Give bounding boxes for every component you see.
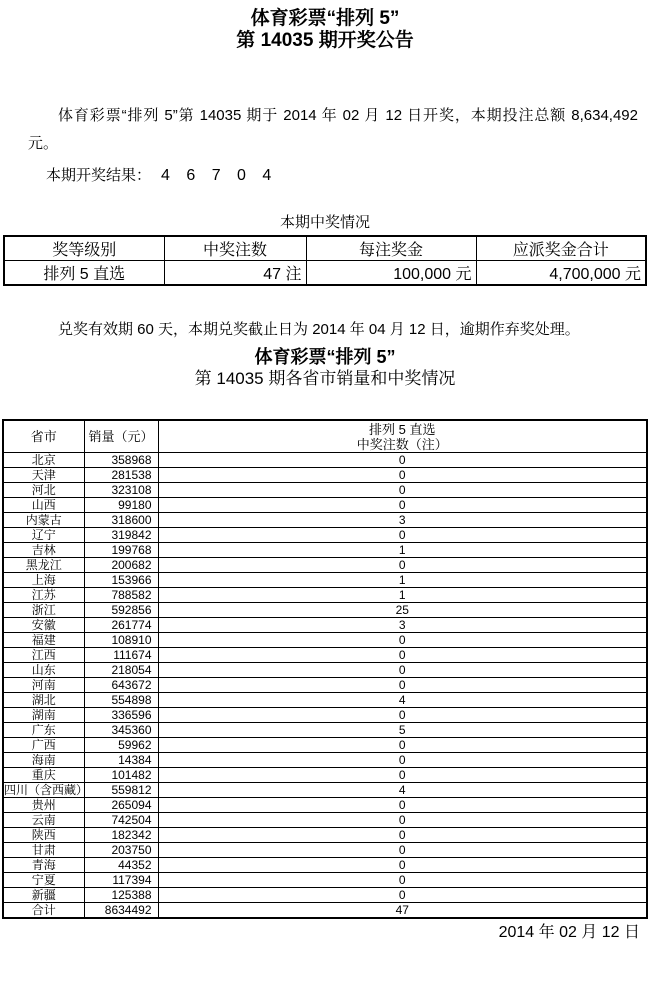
page-title-line1: 体育彩票“排列 5”: [250, 8, 400, 29]
province-row: [3, 708, 647, 723]
province-row: [3, 678, 647, 693]
province-name-cell: 云南: [3, 813, 84, 828]
win-count-cell: 0: [158, 873, 647, 888]
draw-result-line: [46, 164, 638, 188]
win-count-cell: 0: [158, 558, 647, 573]
province-name-cell: 河北: [3, 483, 84, 498]
section2-title-line2: 第 14035 期各省市销量和中奖情况: [194, 369, 456, 388]
province-row: [3, 558, 647, 573]
province-name-cell: 内蒙古: [3, 513, 84, 528]
province-name-cell: 青海: [3, 858, 84, 873]
province-name-cell: 合计: [3, 903, 84, 919]
province-name-cell: 辽宁: [3, 528, 84, 543]
province-name-cell: 湖南: [3, 708, 84, 723]
sales-amount-cell: 200682: [84, 558, 158, 573]
win-count-cell: 0: [158, 498, 647, 513]
sales-amount-cell: 319842: [84, 528, 158, 543]
prize-table: [3, 235, 647, 286]
province-row: [3, 573, 647, 588]
sales-amount-cell: 117394: [84, 873, 158, 888]
win-count-cell: 0: [158, 738, 647, 753]
win-count-cell: 0: [158, 468, 647, 483]
sales-amount-cell: 153966: [84, 573, 158, 588]
province-row: [3, 618, 647, 633]
prize-per-bet-cell: 100,000 元: [306, 261, 476, 286]
province-name-cell: 广东: [3, 723, 84, 738]
province-table-header-row: [3, 420, 647, 453]
province-name-cell: 吉林: [3, 543, 84, 558]
win-count-cell: 0: [158, 753, 647, 768]
province-name-cell: 宁夏: [3, 873, 84, 888]
win-count-cell: 0: [158, 858, 647, 873]
province-name-cell: 江西: [3, 648, 84, 663]
win-count-cell: 0: [158, 678, 647, 693]
province-row: [3, 783, 647, 798]
province-name-cell: 四川（含西藏）: [4, 783, 89, 797]
prize-table-data-row: [4, 261, 646, 286]
province-name-cell: 上海: [3, 573, 84, 588]
win-count-cell: 1: [158, 573, 647, 588]
province-name-cell: 江苏: [3, 588, 84, 603]
draw-result-label: 本期开奖结果：: [46, 167, 152, 184]
intro-paragraph: 体育彩票“排列 5”第 14035 期于 2014 年 02 月 12 日开奖，本期投注总额 8,634,492 元。: [28, 107, 638, 152]
sales-amount-cell: 14384: [84, 753, 158, 768]
province-row: [3, 588, 647, 603]
province-row: [3, 753, 647, 768]
win-count-cell: 1: [158, 543, 647, 558]
prize-table-caption: 本期中奖情况: [279, 214, 370, 231]
sales-amount-cell: 111674: [84, 648, 158, 663]
win-count-cell: 0: [158, 798, 647, 813]
sales-amount-cell: 44352: [84, 858, 158, 873]
province-row: [3, 828, 647, 843]
province-header-wins-line1: 排列 5 直选: [369, 421, 436, 437]
win-count-cell: 0: [158, 483, 647, 498]
sales-amount-cell: 265094: [84, 798, 158, 813]
prize-table-header-row: [4, 236, 646, 261]
sales-amount-cell: 99180: [84, 498, 158, 513]
win-count-cell: 0: [158, 888, 647, 903]
sales-amount-cell: 336596: [84, 708, 158, 723]
province-row: [3, 648, 647, 663]
prize-header-total: 应派奖金合计: [476, 236, 646, 261]
prize-header-level: 奖等级别: [4, 236, 164, 261]
sales-amount-cell: 323108: [84, 483, 158, 498]
sales-amount-cell: 101482: [84, 768, 158, 783]
prize-level-cell: 排列 5 直选: [4, 261, 164, 286]
province-row: [3, 528, 647, 543]
province-name-cell: 山东: [3, 663, 84, 678]
province-name-cell: 黑龙江: [3, 558, 84, 573]
win-count-cell: 47: [158, 903, 647, 919]
page-title-line2: 第 14035 期开奖公告: [236, 30, 414, 51]
province-row: [3, 903, 647, 919]
sales-amount-cell: 281538: [84, 468, 158, 483]
province-name-cell: 湖北: [3, 693, 84, 708]
win-count-cell: 0: [158, 528, 647, 543]
province-row: [3, 693, 647, 708]
province-row: [3, 483, 647, 498]
prize-total-cell: 4,700,000 元: [476, 261, 646, 286]
win-count-cell: 0: [158, 768, 647, 783]
win-count-cell: 5: [158, 723, 647, 738]
win-count-cell: 1: [158, 588, 647, 603]
province-row: [3, 633, 647, 648]
province-row: [3, 888, 647, 903]
province-row: [3, 468, 647, 483]
prize-header-per-bet: 每注奖金: [306, 236, 476, 261]
sales-amount-cell: 218054: [84, 663, 158, 678]
province-row: [3, 768, 647, 783]
province-name-cell: 广西: [3, 738, 84, 753]
sales-amount-cell: 182342: [84, 828, 158, 843]
province-row: [3, 873, 647, 888]
win-count-cell: 3: [158, 618, 647, 633]
sales-amount-cell: 559812: [84, 783, 158, 798]
section2-title-line1: 体育彩票“排列 5”: [254, 347, 396, 367]
redeem-paragraph: 兑奖有效期 60 天，本期兑奖截止日为 2014 年 04 月 12 日，逾期作弃奖处理。: [58, 321, 580, 338]
win-count-cell: 3: [158, 513, 647, 528]
province-row: [3, 663, 647, 678]
sales-amount-cell: 788582: [84, 588, 158, 603]
province-header-wins: [158, 420, 647, 453]
province-name-cell: 福建: [3, 633, 84, 648]
province-row: [3, 858, 647, 873]
win-count-cell: 0: [158, 633, 647, 648]
sales-amount-cell: 8634492: [84, 903, 158, 919]
province-name-cell: 浙江: [3, 603, 84, 618]
province-name-cell: 海南: [3, 753, 84, 768]
province-row: [3, 603, 647, 618]
sales-amount-cell: 643672: [84, 678, 158, 693]
province-name-cell: 天津: [3, 468, 84, 483]
win-count-cell: 25: [158, 603, 647, 618]
province-row: [3, 798, 647, 813]
province-name-cell: 贵州: [3, 798, 84, 813]
prize-count-cell: 47 注: [164, 261, 306, 286]
province-name-cell: 安徽: [3, 618, 84, 633]
sales-amount-cell: 345360: [84, 723, 158, 738]
win-count-cell: 4: [158, 693, 647, 708]
province-name-cell: 重庆: [3, 768, 84, 783]
province-row: [3, 723, 647, 738]
win-count-cell: 0: [158, 663, 647, 678]
sales-amount-cell: 742504: [84, 813, 158, 828]
province-row: [3, 543, 647, 558]
province-table: [2, 419, 648, 919]
win-count-cell: 0: [158, 843, 647, 858]
footer-date: 2014 年 02 月 12 日: [498, 924, 640, 941]
sales-amount-cell: 199768: [84, 543, 158, 558]
win-count-cell: 0: [158, 648, 647, 663]
sales-amount-cell: 554898: [84, 693, 158, 708]
sales-amount-cell: 261774: [84, 618, 158, 633]
province-name-cell: 北京: [3, 453, 84, 468]
draw-result-digits: 4 6 7 0 4: [161, 167, 278, 184]
province-name-cell: 新疆: [3, 888, 84, 903]
province-header-name: 省市: [3, 420, 84, 453]
sales-amount-cell: 358968: [84, 453, 158, 468]
province-table-body: [3, 453, 647, 919]
win-count-cell: 0: [158, 708, 647, 723]
sales-amount-cell: 59962: [84, 738, 158, 753]
sales-amount-cell: 108910: [84, 633, 158, 648]
province-name-cell: 山西: [3, 498, 84, 513]
win-count-cell: 4: [158, 783, 647, 798]
sales-amount-cell: 203750: [84, 843, 158, 858]
province-name-cell: 甘肃: [3, 843, 84, 858]
province-row: [3, 813, 647, 828]
prize-header-count: 中奖注数: [164, 236, 306, 261]
province-row: [3, 498, 647, 513]
province-row: [3, 513, 647, 528]
province-row: [3, 843, 647, 858]
province-row: [3, 738, 647, 753]
province-row: [3, 453, 647, 468]
sales-amount-cell: 125388: [84, 888, 158, 903]
win-count-cell: 0: [158, 453, 647, 468]
province-name-cell: 陕西: [3, 828, 84, 843]
win-count-cell: 0: [158, 813, 647, 828]
province-header-wins-line2: 中奖注数（注）: [356, 436, 448, 452]
sales-amount-cell: 592856: [84, 603, 158, 618]
sales-amount-cell: 318600: [84, 513, 158, 528]
province-name-cell: 河南: [3, 678, 84, 693]
win-count-cell: 0: [158, 828, 647, 843]
province-header-sales: 销量（元）: [84, 420, 158, 453]
